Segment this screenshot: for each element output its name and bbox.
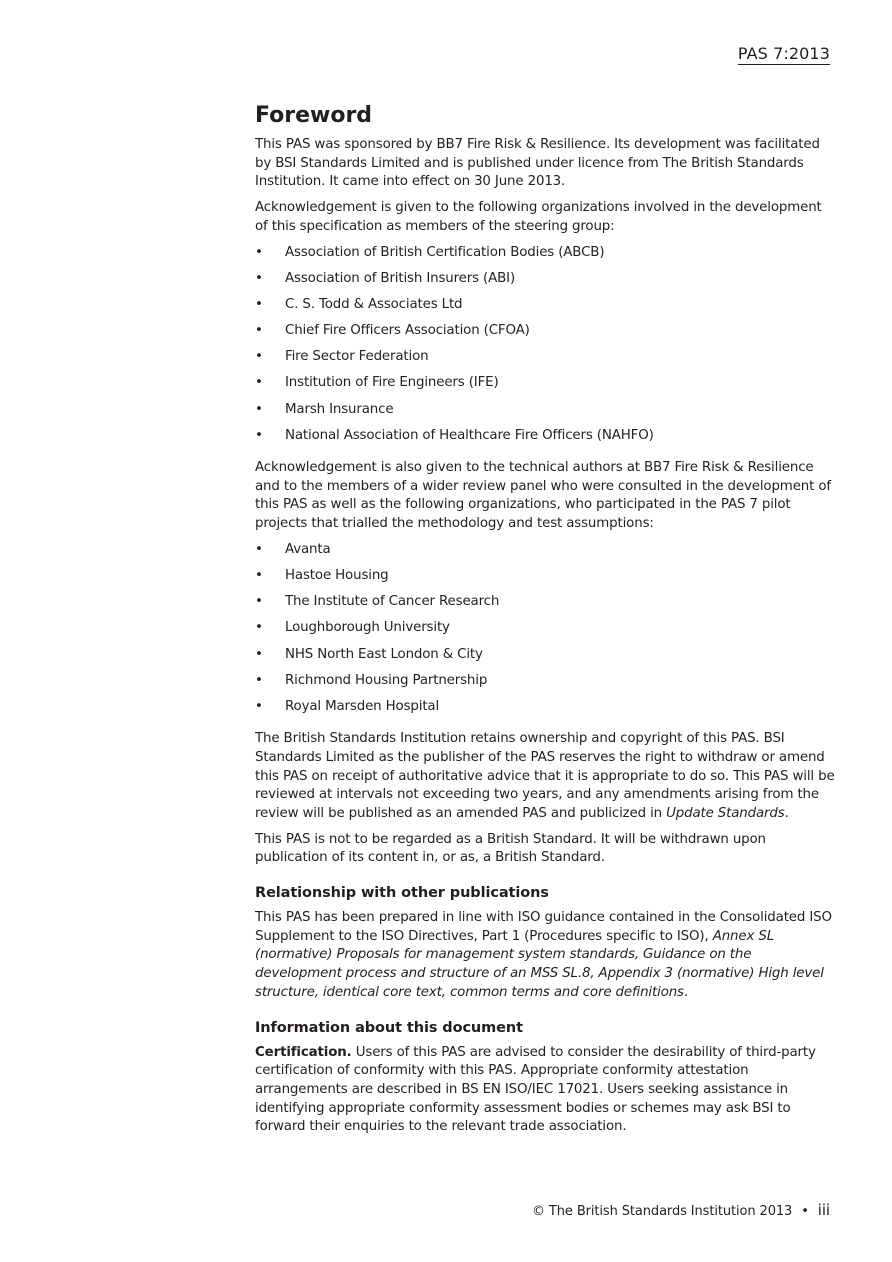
- certification-paragraph: [255, 1044, 835, 1138]
- foreword-intro: This PAS was sponsored by BB7 Fire Risk & Resilience. Its development was facilitated by BSI Standards Limited and is published under licence from The British Standards Institution. It came into effect on 30 June 2013.: [255, 137, 820, 190]
- list-item: • Institution of Fire Engineers (IFE): [255, 374, 835, 400]
- page-content: [255, 101, 835, 1144]
- list-item: • National Association of Healthcare Fire Officers (NAHFO): [255, 427, 835, 453]
- ownership-paragraph: [255, 730, 835, 824]
- list-item: • NHS North East London & City: [255, 646, 835, 672]
- list-item: • Avanta: [255, 541, 835, 567]
- acknowledgement-also: Acknowledgement is also given to the technical authors at BB7 Fire Risk & Resilience and to the members of a wider review panel who were consulted in the development of this PAS as well as the following organizations, who participated in the PAS 7 pilot projects that trialled the methodology and test assumptions:: [255, 460, 831, 532]
- annex-sl-title: Annex SL (normative) Proposals for management system standards, Guidance on the development process and structure of an MSS SL.8, Appendix 3 (normative) High level structure, identical core text, common terms and core definitions: [255, 928, 824, 1000]
- steering-group-list: [255, 244, 835, 454]
- copyright-notice: © The British Standards Institution 2013: [531, 1204, 793, 1219]
- certification-label: Certification.: [255, 1044, 352, 1060]
- page-footer: [532, 1201, 830, 1221]
- acknowledgement-intro: Acknowledgement is given to the following organizations involved in the development of this specification as members of the steering group:: [255, 200, 822, 234]
- relationship-paragraph: [255, 909, 835, 1003]
- list-item: • Richmond Housing Partnership: [255, 672, 835, 698]
- certification-text: Users of this PAS are advised to consider the desirability of third-party certification of conformity with this PAS. Appropriate conformity attestation arrangements are described in BS EN ISO/IEC 17021. Users seeking assistance in identifying appropriate conformity assessment bodies or schemes may ask BSI to forward their enquiries to the relevant trade association.: [255, 1044, 816, 1135]
- list-item: • Chief Fire Officers Association (CFOA): [255, 322, 835, 348]
- relationship-heading: Relationship with other publications: [255, 885, 549, 902]
- footer-separator: •: [801, 1204, 809, 1219]
- list-item: • The Institute of Cancer Research: [255, 593, 835, 619]
- list-item: • Association of British Insurers (ABI): [255, 270, 835, 296]
- list-item: • Association of British Certification Bodies (ABCB): [255, 244, 835, 270]
- document-id: PAS 7:2013: [737, 44, 830, 63]
- list-item: • Fire Sector Federation: [255, 348, 835, 374]
- list-item: • Loughborough University: [255, 619, 835, 645]
- update-standards-title: Update Standards: [666, 805, 785, 821]
- list-item: • Marsh Insurance: [255, 401, 835, 427]
- ownership-end: .: [784, 805, 789, 821]
- relationship-text: This PAS has been prepared in line with ISO guidance contained in the Consolidated ISO Supplement to the ISO Directives, Part 1 (Procedures specific to ISO),: [255, 910, 832, 944]
- list-item: • C. S. Todd & Associates Ltd: [255, 296, 835, 322]
- ownership-text: The British Standards Institution retains ownership and copyright of this PAS. BSI Standards Limited as the publisher of the PAS reserves the right to withdraw or amend this PAS on receipt of authoritative advice that it is appropriate to do so. This PAS will be reviewed at intervals not exceeding two years, and any amendments arising from the review will be published as an amended PAS and publicized in: [255, 731, 835, 821]
- list-item: • Royal Marsden Hospital: [255, 698, 835, 724]
- page-title: Foreword: [255, 103, 373, 128]
- pilot-organizations-list: [255, 541, 835, 724]
- not-british-standard-paragraph: This PAS is not to be regarded as a British Standard. It will be withdrawn upon publication of its content in, or as, a British Standard.: [255, 831, 766, 866]
- relationship-end: .: [683, 984, 688, 1000]
- page-number: iii: [817, 1201, 830, 1219]
- information-heading: Information about this document: [255, 1019, 523, 1036]
- list-item: • Hastoe Housing: [255, 567, 835, 593]
